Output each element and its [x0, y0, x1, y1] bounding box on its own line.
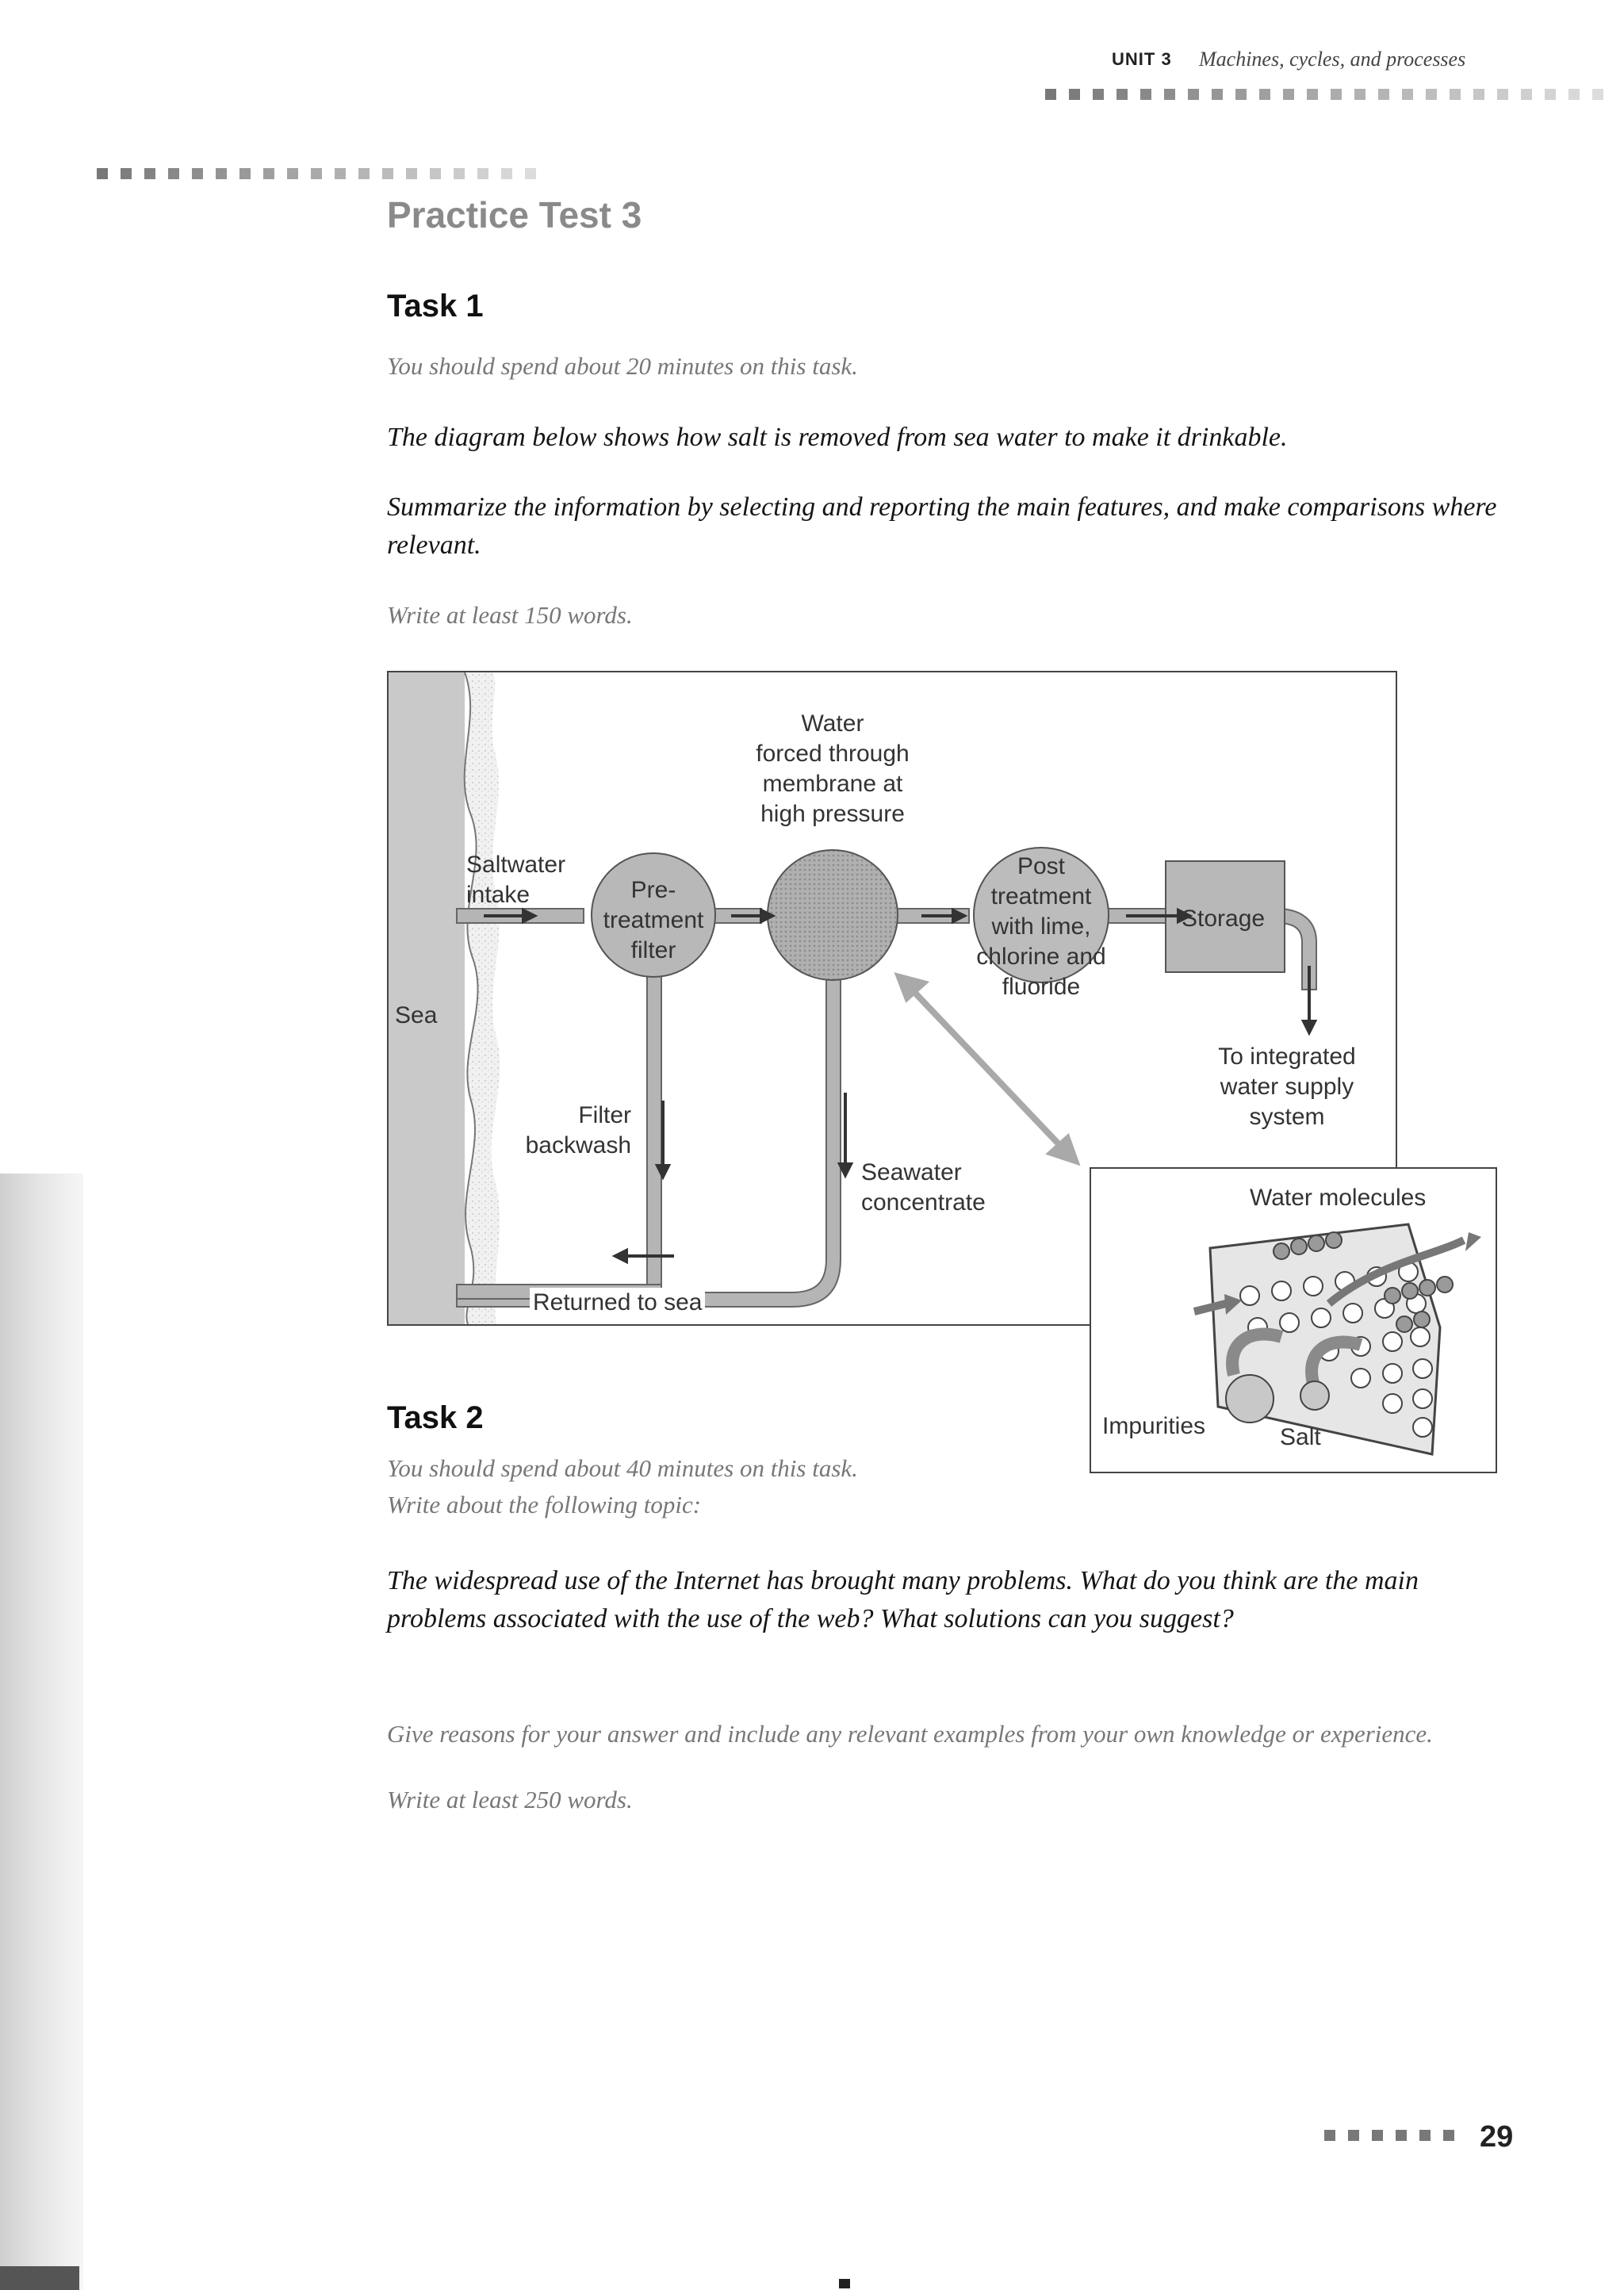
rule-dot	[1450, 89, 1461, 100]
rule-dot	[97, 168, 108, 179]
label-filter-backwash: Filter backwash	[525, 1102, 631, 1158]
rule-dot	[216, 168, 227, 179]
task2-prompt: The widespread use of the Internet has brought many problems. What do you think are the main problems associated with the use of the web? What solutions can you suggest?	[387, 1566, 1419, 1633]
rule-dot	[1568, 89, 1580, 100]
task2-topic: Write about the following topic:	[387, 1491, 702, 1518]
rule-dot	[1307, 89, 1318, 100]
rule-dot	[1259, 89, 1270, 100]
rule-dot	[1372, 2130, 1383, 2141]
task2-time: You should spend about 40 minutes on this task.	[387, 1454, 858, 1482]
rule-dot	[1592, 89, 1603, 100]
task2-wordcount: Write at least 250 words.	[387, 1786, 633, 1813]
rule-dot	[501, 168, 512, 179]
rule-dot	[382, 168, 393, 179]
rule-dot	[1396, 2130, 1407, 2141]
unit-label: UNIT 3	[1112, 49, 1172, 69]
task1-wordcount: Write at least 150 words.	[387, 601, 633, 629]
page-number: 29	[1480, 2120, 1514, 2154]
sea-area	[389, 672, 465, 1324]
label-seawater-concentrate: Seawater concentrate	[861, 1159, 986, 1216]
rule-dot	[168, 168, 179, 179]
rule-dot	[454, 168, 465, 179]
rule-dot	[1331, 89, 1342, 100]
footer-mark	[839, 2279, 850, 2288]
rule-dot	[1443, 2130, 1454, 2141]
rule-dot	[525, 168, 536, 179]
rule-dot	[1354, 89, 1365, 100]
rule-dot	[335, 168, 346, 179]
shoreline	[465, 672, 500, 1324]
rule-dot	[1093, 89, 1104, 100]
rule-dot	[1235, 89, 1247, 100]
label-storage: Storage	[1182, 906, 1266, 932]
header-dot-rule	[1045, 89, 1616, 100]
rule-dot	[263, 168, 274, 179]
rule-dot	[1473, 89, 1484, 100]
rule-dot	[1426, 89, 1437, 100]
task1-heading: Task 1	[387, 289, 484, 324]
membrane-inset	[1090, 1167, 1497, 1473]
rule-dot	[1283, 89, 1294, 100]
rule-dot	[1116, 89, 1128, 100]
rule-dot	[1419, 2130, 1431, 2141]
rule-dot	[1545, 89, 1556, 100]
rule-dot	[1348, 2130, 1359, 2141]
label-sea: Sea	[395, 1002, 438, 1028]
task1-time: You should spend about 20 minutes on this task.	[387, 352, 858, 380]
rule-dot	[1402, 89, 1413, 100]
label-returned-to-sea: Returned to sea	[530, 1288, 705, 1318]
rule-dot	[1069, 89, 1080, 100]
rule-dot	[358, 168, 370, 179]
rule-dot	[144, 168, 155, 179]
rule-dot	[1140, 89, 1151, 100]
label-water-molecules: Water molecules	[1250, 1185, 1427, 1211]
rule-dot	[406, 168, 417, 179]
rule-dot	[1378, 89, 1389, 100]
rule-dot	[1521, 89, 1532, 100]
rule-dot	[1045, 89, 1056, 100]
rule-dot	[1212, 89, 1223, 100]
rule-dot	[477, 168, 488, 179]
rule-dot	[121, 168, 132, 179]
rule-dot	[1497, 89, 1508, 100]
task2-heading: Task 2	[387, 1400, 484, 1435]
rule-dot	[239, 168, 251, 179]
title-dot-rule	[97, 168, 549, 179]
label-water-supply: To integrated water supply system	[1218, 1044, 1356, 1130]
footer-dot-rule	[1324, 2130, 1467, 2141]
rule-dot	[1188, 89, 1199, 100]
rule-dot	[287, 168, 298, 179]
label-impurities: Impurities	[1102, 1413, 1206, 1439]
task1-prompt: The diagram below shows how salt is removed from sea water to make it drinkable.	[387, 423, 1288, 452]
rule-dot	[1324, 2130, 1335, 2141]
scan-shadow	[0, 1174, 83, 2290]
label-pretreatment: Pre- treatment filter	[603, 877, 704, 963]
label-saltwater-intake: Saltwater intake	[466, 852, 566, 908]
label-membrane-note: Water forced through membrane at high pressure	[756, 710, 910, 827]
task2-reasons: Give reasons for your answer and include any relevant examples from your own knowledge or experience.	[387, 1720, 1433, 1748]
unit-subtitle: Machines, cycles, and processes	[1199, 48, 1466, 71]
rule-dot	[430, 168, 441, 179]
rule-dot	[1164, 89, 1175, 100]
page-title: Practice Test 3	[387, 194, 642, 236]
rule-dot	[311, 168, 322, 179]
task1-summary: Summarize the information by selecting and reporting the main features, and make comparisons where relevant.	[387, 492, 1497, 560]
membrane	[768, 850, 898, 980]
rule-dot	[192, 168, 203, 179]
label-post-treatment: Post treatment with lime, chlorine and fluoride	[976, 853, 1106, 1000]
label-salt: Salt	[1280, 1424, 1321, 1450]
